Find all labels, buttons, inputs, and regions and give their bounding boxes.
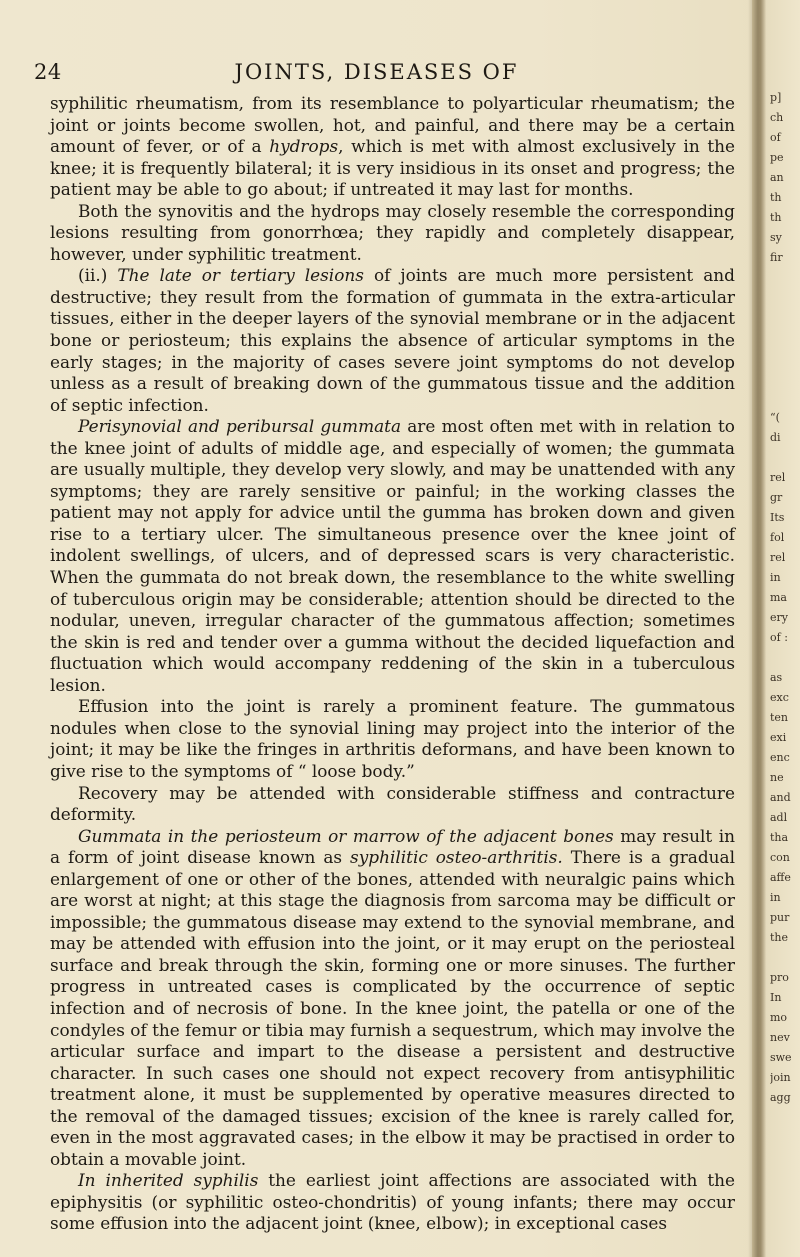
paragraph-8: In inherited syphilis the earliest joint affections are associated with the epiphysitis (or syphilitic osteo-chondritis) of young infants; there may occur some effusion into the adjacent joint (knee, elbow); in exceptional cases <box>50 1170 735 1234</box>
adjacent-page-fragment: ne <box>770 771 784 784</box>
adjacent-page-fragment: enc <box>770 751 790 764</box>
adjacent-page-fragment: th <box>770 211 782 224</box>
body-text <box>50 93 735 1235</box>
running-title: JOINTS, DISEASES OF <box>234 60 519 84</box>
adjacent-page-fragment <box>770 948 800 968</box>
adjacent-page-fragment: of <box>770 131 781 144</box>
adjacent-page-fragment: ma <box>770 591 787 604</box>
adjacent-page-fragment: an <box>770 171 784 184</box>
adjacent-page-fragment: pe <box>770 151 784 164</box>
paragraph-7: Gummata in the periosteum or marrow of the adjacent bones may result in a form of joint disease known as syphilitic osteo-arthritis. There is a gradual enlargement of one or other of the bones, attended with neuralgic pains which are worst at night; at this stage the diagnosis from sarcoma may be difficult or impossible; the gummatous disease may extend to the synovial membrane, and may be attended with effusion into the joint, or it may erupt on the periosteal surface and break through the skin, forming one or more sinuses. The further progress in untreated cases is complicated by the occurrence of septic infection and of necrosis of bone. In the knee joint, the patella or one of the condyles of the femur or tibia may furnish a sequestrum, which may involve the articular surface and impart to the disease a persistent and destructive character. In such cases one should not expect recovery from antisyphilitic treatment alone, it must be supplemented by operative measures directed to the removal of the damaged tissues; excision of the knee is rarely called for, even in the most aggravated cases; in the elbow it may be practised in order to obtain a movable joint. <box>50 825 736 1169</box>
adjacent-page-fragment: agg <box>770 1091 791 1104</box>
adjacent-page-fragment <box>770 388 800 408</box>
paragraph-3: (ii.) The late or tertiary lesions of joints are much more persistent and destructive; they result from the formation of gummata in the extra-articular tissues, either in the deeper layers of the synovial membrane or in the adjacent bone or periosteum; this explains the absence of articular symptoms in the early stages; in the majority of cases severe joint symptoms do not develop unless as a result of breaking down of the gummatous tissue and the addition of septic infection. <box>50 265 735 415</box>
adjacent-page-fragment: mo <box>770 1011 788 1024</box>
adjacent-page-fragment: fol <box>770 531 785 544</box>
adjacent-page-fragment <box>770 648 800 668</box>
adjacent-page-fragment: ch <box>770 111 784 124</box>
adjacent-page-fragment: Its <box>770 511 785 524</box>
adjacent-page-fragment: In <box>770 991 782 1004</box>
adjacent-page-fragment: “( <box>770 411 780 424</box>
adjacent-page-fragment <box>770 268 800 288</box>
adjacent-page-fragment <box>770 448 800 468</box>
adjacent-page-fragment: exc <box>770 691 789 704</box>
adjacent-page-fragment: pro <box>770 971 789 984</box>
adjacent-page-fragment <box>770 368 800 388</box>
paragraph-5: Effusion into the joint is rarely a prominent feature. The gummatous nodules when close to the synovial lining may project into the interior of the joint; it may be like the fringes in arthritis deformans, and have been known to give rise to the symptoms of “ loose body.” <box>50 696 735 781</box>
adjacent-page-fragment: fir <box>770 251 783 264</box>
adjacent-page-fragment: ten <box>770 711 789 724</box>
adjacent-page-fragment <box>770 348 800 368</box>
adjacent-page-fragment: di <box>770 431 781 444</box>
adjacent-page-fragment: nev <box>770 1031 790 1044</box>
adjacent-page-fragment: the <box>770 931 789 944</box>
adjacent-page-fragment: as <box>770 671 783 684</box>
adjacent-page-fragment: affe <box>770 871 791 884</box>
adjacent-page-fragments <box>770 88 800 1108</box>
adjacent-page-fragment: sy <box>770 231 782 244</box>
adjacent-page-fragment: in <box>770 571 781 584</box>
adjacent-page-fragment: of : <box>770 631 788 644</box>
adjacent-page-fragment: rel <box>770 551 786 564</box>
paragraph-6: Recovery may be attended with considerable stiffness and contracture deformity. <box>50 782 735 825</box>
adjacent-page-fragment <box>770 308 800 328</box>
page-number: 24 <box>34 60 62 84</box>
adjacent-page-fragment: con <box>770 851 790 864</box>
paragraph-2: Both the synovitis and the hydrops may closely resemble the corresponding lesions resulting from gonorrhœa; they rapidly and completely disappear, however, under syphilitic treatment. <box>50 200 735 264</box>
adjacent-page-fragment <box>770 288 800 308</box>
adjacent-page-fragment: rel <box>770 471 786 484</box>
adjacent-page-fragment: exi <box>770 731 787 744</box>
adjacent-page-fragment: tha <box>770 831 789 844</box>
gutter-shadow <box>748 0 766 1257</box>
paragraph-4: Perisynovial and peribursal gummata are most often met with in relation to the knee joint of adults of middle age, and especially of women; the gummata are usually multiple, they develop very slowly, and may be unattended with any symptoms; they are rarely sensitive or painful; in the working classes the patient may not apply for advice until the gumma has broken down and given rise to a tertiary ulcer. The simultaneous presence over the knee joint of indolent swellings, of ulcers, and of depressed scars is very characteristic. When the gummata do not break down, the resemblance to the white swelling of tuberculous origin may be considerable; attention should be directed to the nodular, uneven, irregular character of the gummatous affection; sometimes the skin is red and tender over a gumma without the decided liquefaction and fluctuation which would accompany reddening of the skin in a tuberculous lesion. <box>50 416 735 695</box>
adjacent-page-fragment: th <box>770 191 782 204</box>
adjacent-page-fragment: join <box>770 1071 791 1084</box>
adjacent-page-fragment: pur <box>770 911 790 924</box>
paragraph-1: syphilitic rheumatism, from its resemblance to polyarticular rheumatism; the joint or joints become swollen, hot, and painful, and there may be a certain amount of fever, or of a hydrops, which is met with almost exclusively in the knee; it is frequently bilateral; it is very insidious in its onset and progress; the patient may be able to go about; if untreated it may last for months. <box>50 93 735 200</box>
adjacent-page-fragment: swe <box>770 1051 792 1064</box>
page-header <box>34 60 719 86</box>
adjacent-page-fragment: p] <box>770 91 782 104</box>
adjacent-page-fragment: ery <box>770 611 788 624</box>
adjacent-page-fragment: and <box>770 791 791 804</box>
adjacent-page-fragment <box>770 328 800 348</box>
adjacent-page-fragment: in <box>770 891 781 904</box>
adjacent-page-fragment: gr <box>770 491 783 504</box>
adjacent-page-fragment: adl <box>770 811 788 824</box>
